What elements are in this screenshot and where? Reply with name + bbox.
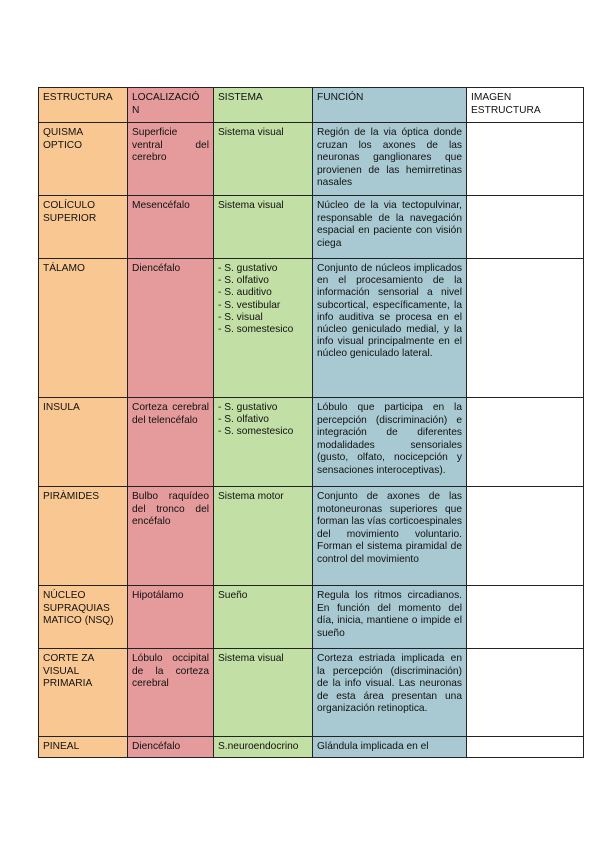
- sistema-item: - S. visual: [218, 311, 263, 323]
- cell-localizacion: Diencéfalo: [128, 259, 214, 398]
- table-row: [39, 398, 584, 487]
- cell-sistema: [214, 487, 313, 586]
- sistema-item: - S. auditivo: [218, 287, 272, 299]
- cell-localizacion: Mesencéfalo: [128, 196, 214, 259]
- header-localizacion: LOCALIZACIÓ N: [128, 88, 214, 123]
- cell-estructura: PINEAL: [39, 737, 128, 758]
- cell-localizacion: Hipotálamo: [128, 586, 214, 649]
- cell-imagen: [467, 398, 584, 487]
- header-estructura: ESTRUCTURA: [39, 88, 128, 123]
- cell-estructura: INSULA: [39, 398, 128, 487]
- cell-funcion: Regula los ritmos circadianos. En función del momento del día, inicia, mantiene o impide el sueño: [313, 586, 467, 649]
- structures-table: [38, 87, 584, 758]
- cell-sistema: [214, 586, 313, 649]
- cell-localizacion: Superficie ventral del cerebro: [128, 123, 214, 196]
- cell-imagen: [467, 123, 584, 196]
- table-row: [39, 123, 584, 196]
- sistema-item: - S. olfativo: [218, 275, 269, 287]
- table-row: [39, 649, 584, 737]
- sistema-item: - S. vestibular: [218, 299, 281, 311]
- cell-estructura: PIRÀMIDES: [39, 487, 128, 586]
- table-row: [39, 196, 584, 259]
- cell-imagen: [467, 259, 584, 398]
- cell-imagen: [467, 586, 584, 649]
- cell-sistema: [214, 123, 313, 196]
- header-sistema: SISTEMA: [214, 88, 313, 123]
- cell-estructura: NÚCLEO SUPRAQUIAS MATICO (NSQ): [39, 586, 128, 649]
- cell-sistema: [214, 649, 313, 737]
- table-row: [39, 259, 584, 398]
- cell-localizacion: Corteza cerebral del telencéfalo: [128, 398, 214, 487]
- sistema-item: Sueño: [218, 590, 248, 601]
- cell-estructura: COLÍCULO SUPERIOR: [39, 196, 128, 259]
- cell-funcion: Glándula implicada en el: [313, 737, 467, 758]
- cell-imagen: [467, 649, 584, 737]
- header-row: [39, 88, 584, 123]
- cell-estructura: QUISMA OPTICO: [39, 123, 128, 196]
- sistema-item: Sistema visual: [218, 127, 284, 138]
- header-imagen: IMAGEN ESTRUCTURA: [467, 88, 584, 123]
- cell-localizacion: Bulbo raquídeo del tronco del encéfalo: [128, 487, 214, 586]
- sistema-item: - S. somestesico: [218, 324, 294, 336]
- cell-localizacion: Diencéfalo: [128, 737, 214, 758]
- sistema-item: - S. gustativo: [218, 402, 278, 413]
- cell-sistema: [214, 737, 313, 758]
- cell-estructura: CORTE ZA VISUAL PRIMARIA: [39, 649, 128, 737]
- sistema-item: S.neuroendocrino: [218, 741, 299, 752]
- table-row: [39, 487, 584, 586]
- cell-sistema: [214, 259, 313, 398]
- sistema-item: - S. olfativo: [218, 414, 269, 426]
- sistema-item: Sistema motor: [218, 491, 284, 502]
- table-row: [39, 737, 584, 758]
- cell-sistema: [214, 398, 313, 487]
- sistema-item: - S. gustativo: [218, 263, 278, 274]
- cell-localizacion: Lóbulo occipital de la corteza cerebral: [128, 649, 214, 737]
- sistema-item: - S. somestesico: [218, 426, 294, 438]
- cell-funcion: Región de la via óptica donde cruzan los axones de las neuronas ganglionares que provienen de las hemirretinas nasales: [313, 123, 467, 196]
- header-funcion: FUNCIÓN: [313, 88, 467, 123]
- sistema-item: Sistema visual: [218, 653, 284, 664]
- cell-funcion: Conjunto de núcleos implicados en el procesamiento de la información sensorial a nivel subcortical, específicamente, la info auditiva se procesa en el núcleo geniculado medial, y la info visual principalmente en el núcleo geniculado lateral.: [313, 259, 467, 398]
- cell-imagen: [467, 737, 584, 758]
- cell-estructura: TÁLAMO: [39, 259, 128, 398]
- cell-imagen: [467, 196, 584, 259]
- cell-imagen: [467, 487, 584, 586]
- cell-sistema: [214, 196, 313, 259]
- cell-funcion: Corteza estriada implicada en la percepción (discriminación) de la info visual. Las neuronas de esta área presentan una organización retinoptica.: [313, 649, 467, 737]
- sistema-item: Sistema visual: [218, 200, 284, 211]
- cell-funcion: Conjunto de axones de las motoneuronas superiores que forman las vías corticoespinales del movimiento voluntario. Forman el sistema piramidal de control del movimiento: [313, 487, 467, 586]
- table-row: [39, 586, 584, 649]
- cell-funcion: Lóbulo que participa en la percepción (discriminación) e integración de diferentes modalidades sensoriales (gusto, olfato, nocicepción y sensaciones interoceptivas).: [313, 398, 467, 487]
- cell-funcion: Núcleo de la via tectopulvinar, responsable de la navegación espacial en paciente con visión ciega: [313, 196, 467, 259]
